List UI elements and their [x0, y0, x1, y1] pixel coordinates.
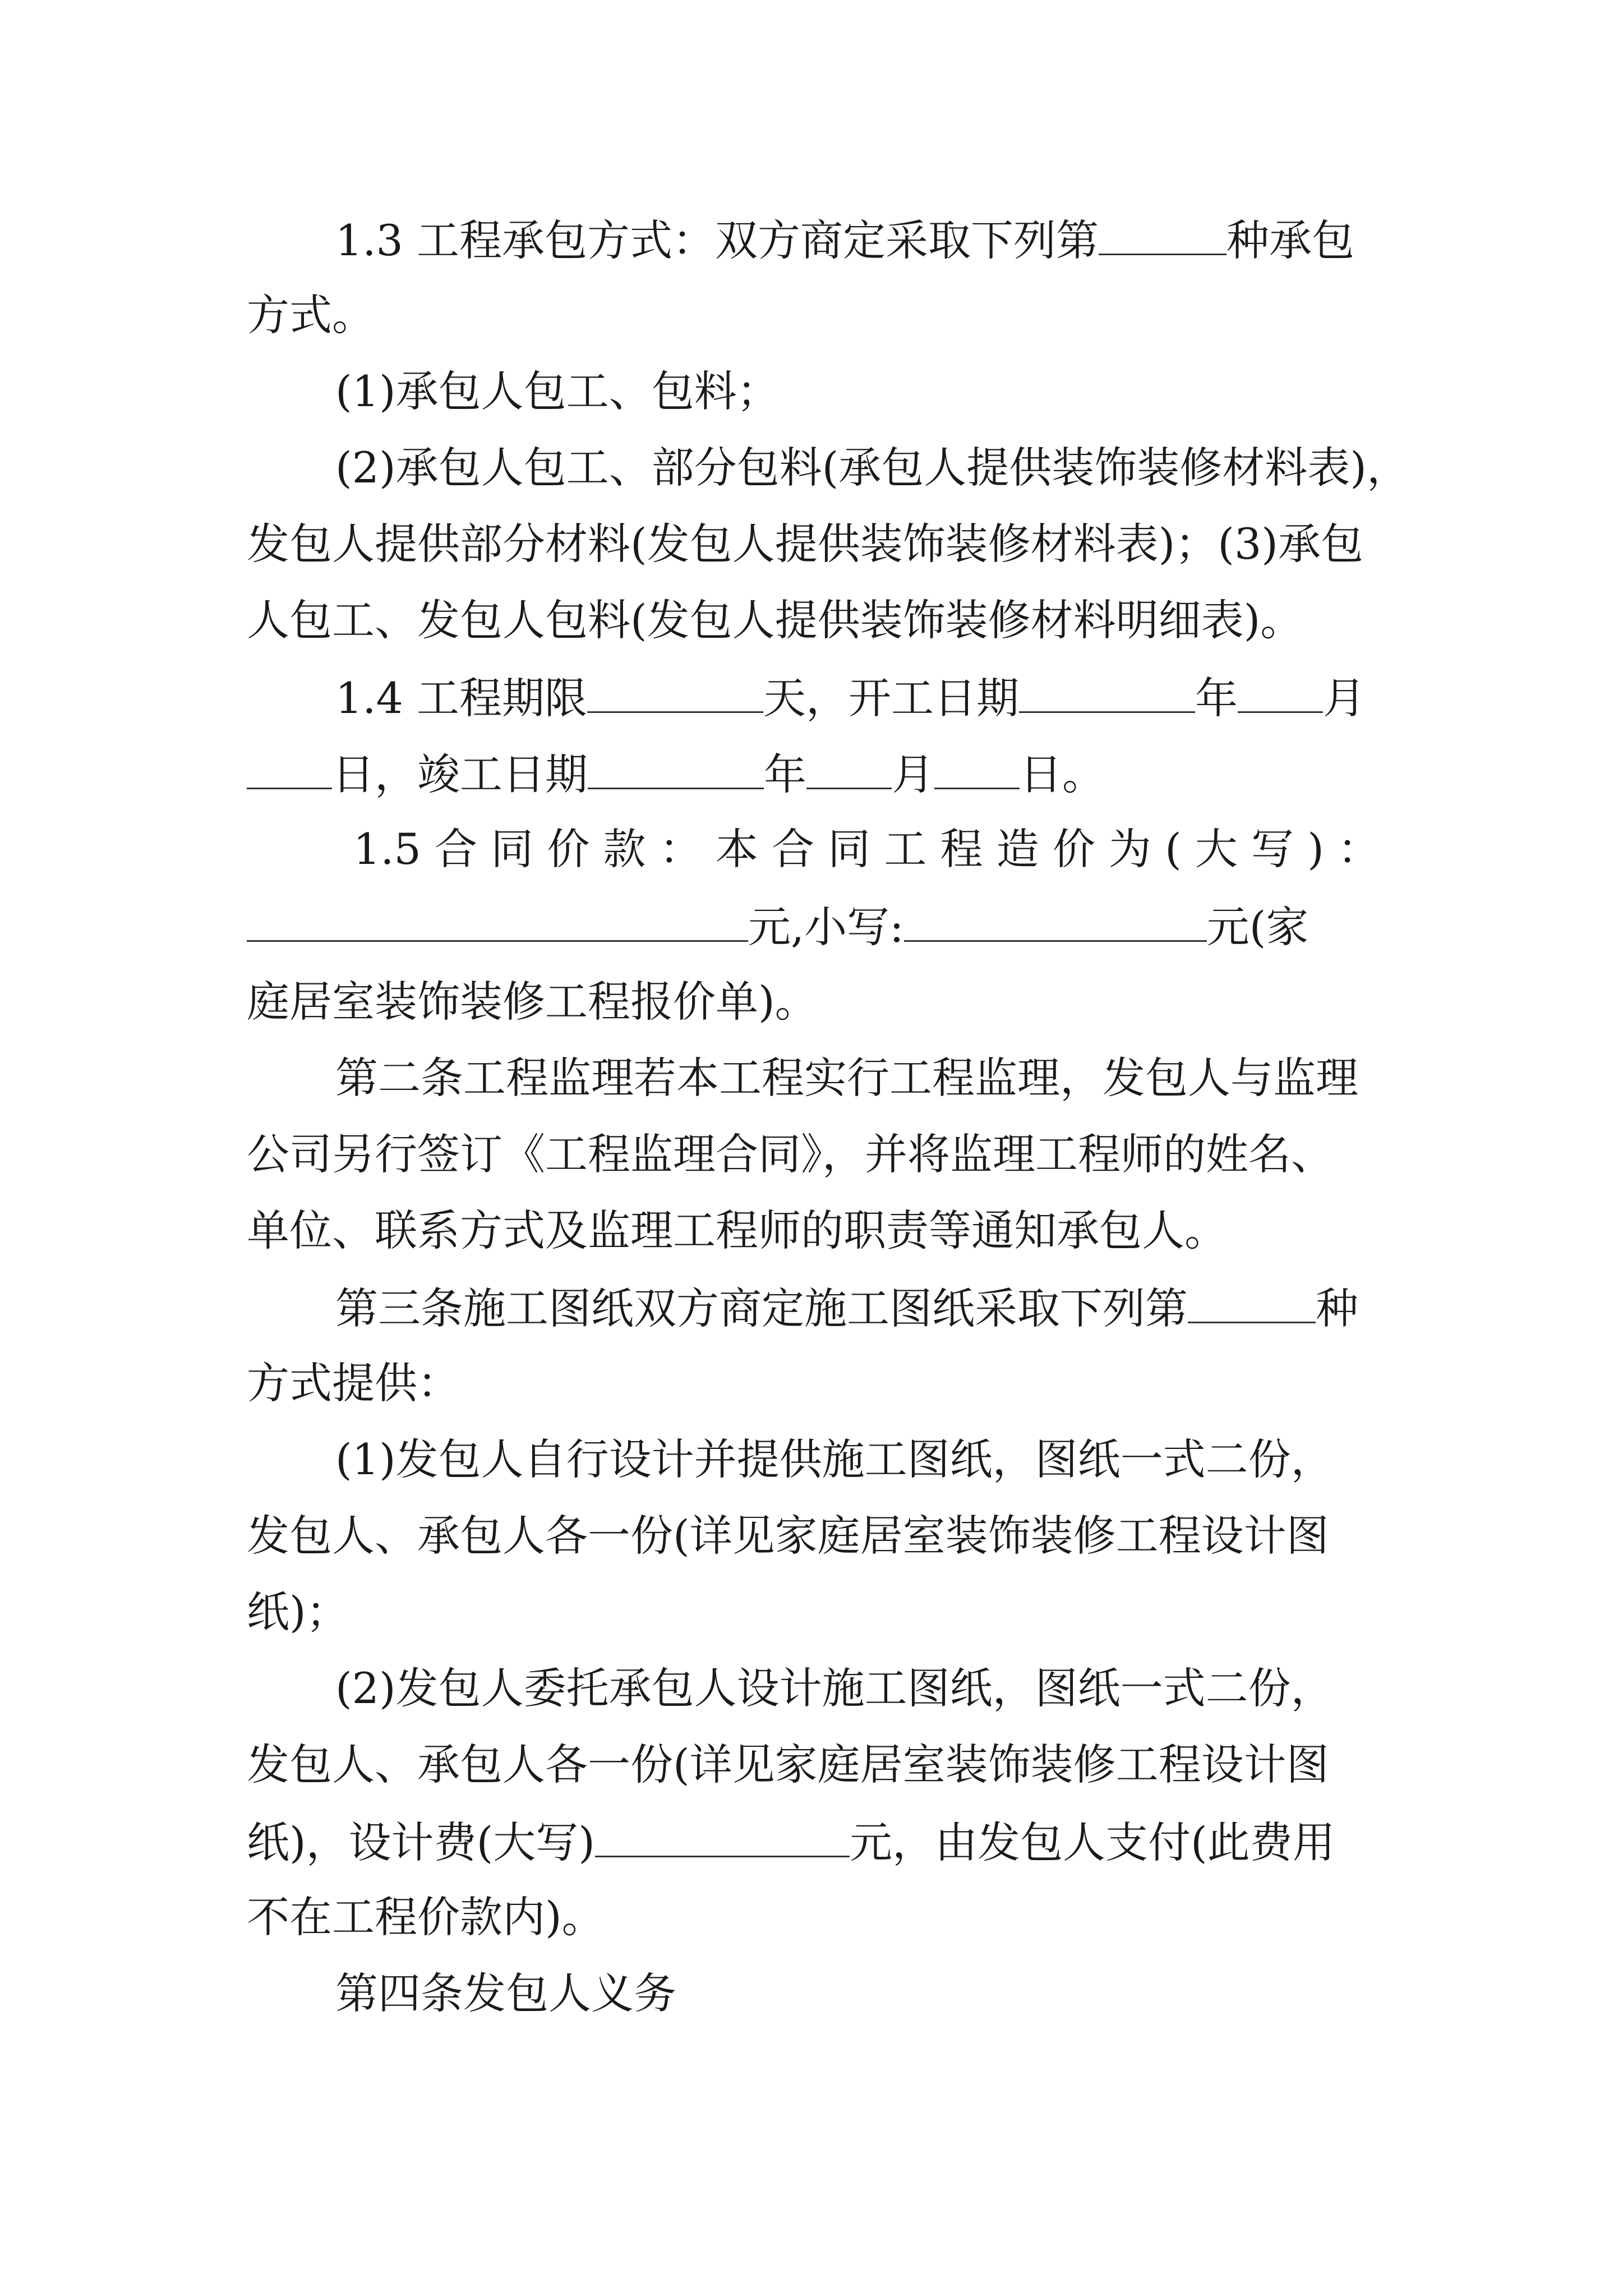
text-line-10 — [247, 902, 1309, 952]
text-line-22 — [247, 1818, 1335, 1867]
line-6-text: 人包工、发包人包料(发包人提供装饰装修材料明细表)。 — [247, 595, 1303, 645]
line-7-text-a: 1.4 工程期限 — [335, 673, 588, 723]
line-22-text-b: 元，由发包人支付(此费用 — [849, 1818, 1335, 1867]
line-5-text: 发包人提供部分材料(发包人提供装饰装修材料表)；(3)承包 — [247, 519, 1363, 569]
blank-contract-method — [1099, 218, 1227, 255]
line-16-text: 方式提供： — [247, 1358, 460, 1408]
line-3-text: (1)承包人包工、包料； — [335, 366, 780, 416]
line-11-text: 庭居室装饰装修工程报价单)。 — [247, 977, 818, 1027]
line-21-text: 发包人、承包人各一份(详见家庭居室装饰装修工程设计图 — [247, 1740, 1329, 1789]
text-line-6 — [247, 595, 1303, 645]
blank-start-day — [247, 752, 332, 789]
blank-end-day — [934, 752, 1020, 789]
blank-start-month — [1238, 675, 1323, 713]
text-line-11 — [247, 977, 818, 1027]
text-line-24 — [335, 1968, 676, 2018]
text-line-15 — [335, 1283, 1358, 1333]
line-24-text: 第四条发包人义务 — [335, 1968, 676, 2018]
text-line-9 — [353, 824, 1381, 874]
line-23-text: 不在工程价款内)。 — [247, 1892, 605, 1942]
line-8-text-b: 年 — [764, 749, 806, 799]
line-9-text: 1.5 合 同 价 款 ： 本 合 同 工 程 造 价 为 ( 大 写 ) ： — [353, 824, 1381, 874]
line-4-text: (2)承包人包工、部分包料(承包人提供装饰装修材料表)， — [335, 443, 1409, 493]
text-line-5 — [247, 519, 1363, 569]
line-15-text-b: 种 — [1316, 1283, 1358, 1333]
line-14-text: 单位、联系方式及监理工程师的职责等通知承包人。 — [247, 1205, 1227, 1255]
line-10-text-b: 元(家 — [1206, 902, 1309, 952]
line-10-text-a: 元,小写: — [748, 902, 904, 952]
line-8-text-a: 日，竣工日期 — [332, 749, 588, 799]
line-7-text-d: 月 — [1323, 673, 1366, 723]
blank-design-fee — [595, 1820, 850, 1857]
line-20-text: (2)发包人委托承包人设计施工图纸，图纸一式二份， — [335, 1663, 1334, 1713]
text-line-4 — [335, 443, 1409, 493]
line-17-text: (1)发包人自行设计并提供施工图纸，图纸一式二份， — [335, 1434, 1334, 1484]
blank-start-year — [1019, 675, 1195, 713]
text-line-17 — [335, 1434, 1334, 1484]
text-line-21 — [247, 1740, 1329, 1789]
text-line-12 — [335, 1053, 1358, 1103]
text-line-1 — [335, 215, 1355, 265]
text-line-19 — [247, 1587, 349, 1637]
line-7-text-c: 年 — [1195, 673, 1238, 723]
line-7-text-b: 天，开工日期 — [763, 673, 1020, 723]
line-2-text: 方式。 — [247, 290, 375, 340]
blank-duration-days — [587, 675, 763, 713]
line-1-text-b: 种承包 — [1227, 215, 1355, 265]
text-line-2 — [247, 290, 375, 340]
line-15-text-a: 第三条施工图纸双方商定施工图纸采取下列第 — [335, 1283, 1188, 1333]
line-22-text-a: 纸)，设计费(大写) — [247, 1818, 595, 1867]
line-12-text: 第二条工程监理若本工程实行工程监理，发包人与监理 — [335, 1053, 1358, 1103]
blank-price-uppercase — [247, 904, 748, 942]
text-line-23 — [247, 1892, 605, 1942]
blank-end-month — [806, 752, 892, 789]
text-line-18 — [247, 1511, 1329, 1561]
line-18-text: 发包人、承包人各一份(详见家庭居室装饰装修工程设计图 — [247, 1511, 1329, 1561]
text-line-3 — [335, 366, 780, 416]
blank-price-lowercase — [904, 904, 1207, 942]
blank-end-year — [588, 752, 764, 789]
line-19-text: 纸)； — [247, 1587, 349, 1637]
text-line-16 — [247, 1358, 460, 1408]
line-1-text-a: 1.3 工程承包方式：双方商定采取下列第 — [335, 215, 1099, 265]
line-13-text: 公司另行签订《工程监理合同》，并将监理工程师的姓名、 — [247, 1129, 1334, 1179]
text-line-20 — [335, 1663, 1334, 1713]
text-line-7 — [335, 673, 1366, 723]
blank-drawing-method — [1188, 1286, 1316, 1323]
text-line-13 — [247, 1129, 1334, 1179]
line-8-text-c: 月 — [892, 749, 934, 799]
text-line-8 — [247, 749, 1105, 799]
line-8-text-d: 日。 — [1020, 749, 1105, 799]
text-line-14 — [247, 1205, 1227, 1255]
